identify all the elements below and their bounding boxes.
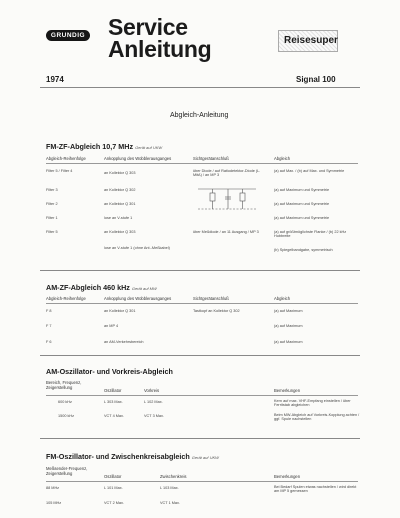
am-if-row1-display: Tastkopf an Kollektor Q 302 [193, 309, 240, 313]
doc-title: Abgleich-Anleitung [170, 112, 229, 119]
am-if-row2-adjust: (a) auf Maximum [274, 324, 303, 328]
am-osc-row2-freq: 1500 kHz [58, 414, 75, 418]
am-if-row1-coupling: an Kollektor Q 301 [104, 309, 136, 313]
fm-if-row1-adjust: (a) auf Max. / (b) auf Max. und Symmetrie [274, 169, 345, 173]
fm-osc-row2-inter: VCT 1 Max. [160, 501, 180, 505]
fm-if-row1-coupling: an Kollektor Q 303 [104, 171, 136, 175]
fm-osc-row1-inter: L 103 Max. [160, 486, 179, 490]
am-osc-row2-note: Beim MW-Abgleich auf Vorkreis-Kopplung achten / ggf. Spule nachstellen [274, 413, 360, 421]
fm-osc-row1-osc: L 101 Max. [104, 486, 123, 490]
am-if-note: Gerät auf MW [131, 286, 157, 291]
section-rule-2 [40, 355, 360, 356]
fm-if-row1-display: über Diode / auf Ratiodetektor-Diode (L. MitA) / an MP 3 [193, 169, 261, 177]
fm-if-heading-text: FM-ZF-Abgleich 10,7 MHz [46, 142, 134, 151]
am-osc-heading: AM-Oszillator- und Vorkreis-Abgleich [46, 367, 173, 376]
am-if-col-2: Ankopplung des Wobblerausganges [104, 296, 172, 301]
title-line1: Service [108, 14, 188, 40]
fm-if-note: Gerät auf UKW [135, 145, 163, 150]
fm-osc-row1-note: Bei Bedarf Spulen etwas nachstellen / wird direkt am MP 5 gemessen [274, 485, 357, 493]
fm-if-row6-adjust: (b) Spiegelbandgabe, symmetrisch [274, 248, 333, 252]
brand-logo: GRUNDIG [46, 30, 90, 41]
am-osc-row2-pre: VCT 3 Max. [144, 414, 164, 418]
am-osc-col-3: Vorkreis [144, 388, 160, 393]
fm-osc-col-2: Oszillator [104, 474, 122, 479]
subtitle: Reisesuper [284, 35, 338, 46]
fm-if-row5-adjust: (a) auf größtmöglichste Flanke / (b) 22 kHz Hubbreite [274, 230, 347, 238]
fm-osc-row1-freq: 88 MHz [46, 486, 60, 490]
am-if-row3-item: F 6 [46, 340, 52, 344]
fm-osc-header-line [46, 481, 358, 482]
am-if-header-line [46, 303, 358, 304]
fm-osc-note: Gerät auf UKW [191, 455, 219, 460]
fm-if-row3-adjust: (a) auf Maximum und Symmetrie [274, 202, 330, 206]
fm-if-row4-item: Filter 1 [46, 216, 58, 220]
fm-if-row3-item: Filter 2 [46, 202, 58, 206]
fm-if-row4-coupling: lose an V-stufe 1 [104, 216, 133, 220]
fm-if-row1-item: Filter 5 / Filter 4 [46, 169, 73, 173]
fm-osc-heading [46, 452, 219, 461]
am-osc-row1-pre: L 102 Max. [144, 400, 163, 404]
am-osc-header-line [46, 395, 358, 396]
header-rule [40, 87, 360, 88]
am-osc-row1-freq: 600 kHz [58, 400, 72, 404]
title-line2: Anleitung [108, 36, 212, 62]
fm-if-row3-coupling: an Kollektor Q 301 [104, 202, 136, 206]
fm-osc-col-1: Meßsender-Frequenz, Zeigerstellung [46, 466, 88, 476]
fm-osc-col-3: Zwischenkreis [160, 474, 187, 479]
am-osc-row1-osc: L 303 Max. [104, 400, 123, 404]
am-osc-col-4: Bemerkungen [274, 388, 301, 393]
fm-if-row2-item: Filter 3 [46, 188, 58, 192]
fm-osc-col-4: Bemerkungen [274, 474, 301, 479]
fm-if-row2-adjust: (a) auf Maximum und Symmetrie [274, 188, 330, 192]
fm-if-row5-item: Filter 5 [46, 230, 58, 234]
am-if-heading [46, 283, 157, 292]
model-name: Signal 100 [296, 75, 336, 84]
fm-if-heading [46, 142, 162, 151]
fm-osc-row2-osc: VCT 2 Max. [104, 501, 124, 505]
fm-if-row4-adjust: (a) auf Maximum und Symmetrie [274, 216, 330, 220]
am-if-col-3: Sichtgerätanschluß [193, 296, 229, 301]
section-rule-1 [40, 270, 360, 271]
am-osc-col-2: Oszillator [104, 388, 122, 393]
am-osc-row2-osc: VCT 4 Max. [104, 414, 124, 418]
am-if-col-1: Abgleich-Reihenfolge [46, 296, 86, 301]
am-if-row2-item: F 7 [46, 324, 52, 328]
fm-if-header-line [46, 163, 358, 164]
fm-if-col-1: Abgleich-Reihenfolge [46, 156, 86, 161]
am-osc-col-1: Bereich, Frequenz, Zeigerstellung [46, 380, 82, 390]
fm-osc-row2-freq: 105 MHz [46, 501, 62, 505]
fm-if-row2-coupling: an Kollektor Q 302 [104, 188, 136, 192]
fm-if-col-3: Sichtgerätanschluß [193, 156, 229, 161]
am-osc-row1-note: Kern auf max. VHF-Empfang einstellen / über Ferritstab abgleichen [274, 399, 351, 407]
circuit-diagram [196, 183, 258, 213]
fm-if-col-2: Ankopplung des Wobblerausganges [104, 156, 172, 161]
am-if-row2-coupling: an MP 4 [104, 324, 119, 328]
am-if-row3-coupling: an AM-Verkehrsbereich [104, 340, 144, 344]
fm-if-col-4: Abgleich [274, 156, 291, 161]
fm-if-row5-display: über Meßdiode / an 11 Ausgang / MP 3 [193, 230, 259, 234]
year: 1974 [46, 75, 64, 84]
am-if-row1-item: F 8 [46, 309, 52, 313]
am-if-col-4: Abgleich [274, 296, 291, 301]
fm-if-row6-coupling: lose an V-stufe 1 (ohne Ant.-Meßkabel) [104, 246, 170, 250]
section-rule-3 [40, 438, 360, 439]
am-if-row3-adjust: (a) auf Maximum [274, 340, 303, 344]
fm-if-row5-coupling: an Kollektor Q 303 [104, 230, 136, 234]
am-if-row1-adjust: (a) auf Maximum [274, 309, 303, 313]
am-if-heading-text: AM-ZF-Abgleich 460 kHz [46, 283, 130, 292]
fm-osc-heading-text: FM-Oszillator- und Zwischenkreisabgleich [46, 452, 190, 461]
